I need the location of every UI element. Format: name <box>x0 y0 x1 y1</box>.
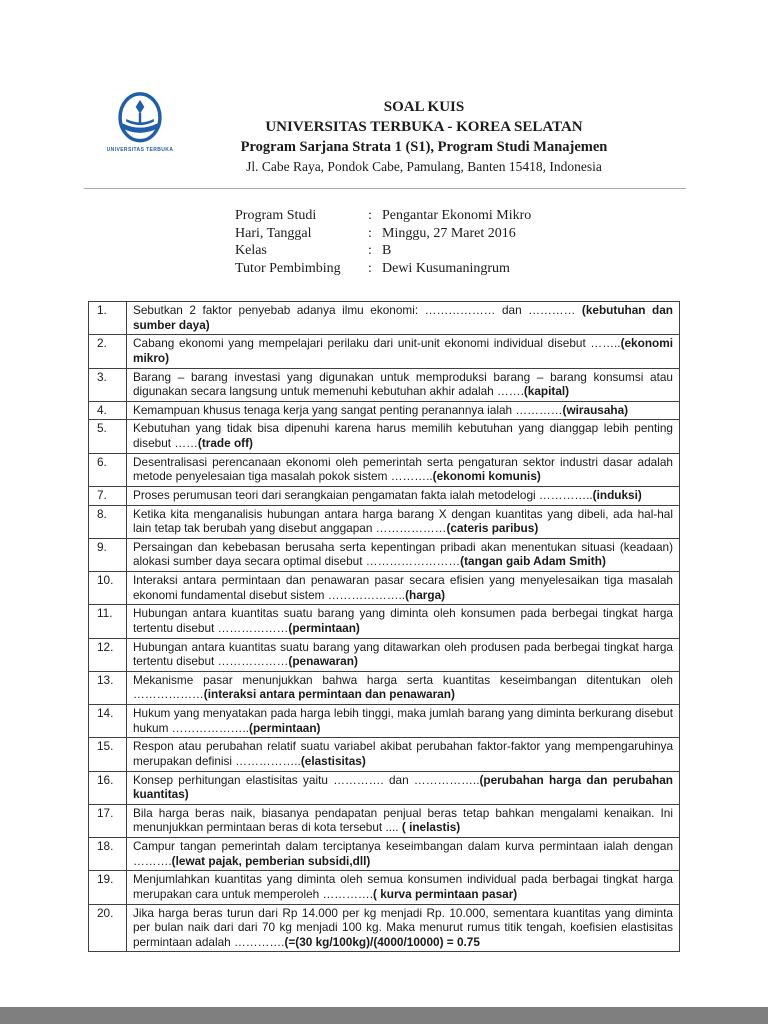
question-number: 14. <box>89 705 127 738</box>
header-divider <box>84 188 686 189</box>
university-name: UNIVERSITAS TERBUKA - KOREA SELATAN <box>265 119 583 135</box>
question-number: 9. <box>89 538 127 571</box>
question-text: Cabang ekonomi yang mempelajari perilaku dari unit-unit ekonomi individual disebut …….. <box>133 336 621 351</box>
universitas-terbuka-logo-icon <box>102 92 178 146</box>
question-number: 17. <box>89 804 127 837</box>
question-number: 15. <box>89 738 127 771</box>
question-answer: ( inelastis) <box>401 820 461 835</box>
question-row <box>89 572 680 605</box>
question-text: Interaksi antara permintaan dan penawaran pasar secara efisien yang menyelesaikan tiga masalah ekonomi fundamental disebut sistem ……………….. <box>133 573 673 602</box>
question-answer: (kapital) <box>523 384 570 399</box>
question-text: Konsep perhitungan elastisitas yaitu …………. dan …………….. <box>133 772 480 787</box>
question-answer: (trade off) <box>197 436 253 450</box>
question-text: Sebutkan 2 faktor penyebab adanya ilmu ekonomi: ……………… dan ………… <box>133 303 582 317</box>
question-text: Kemampuan khusus tenaga kerja yang sangat penting peranannya ialah ………… <box>133 402 563 417</box>
info-value: Pengantar Ekonomi Mikro <box>382 208 532 223</box>
question-number: 2. <box>89 335 127 368</box>
question-text: Menjumlahkan kuantitas yang diminta oleh semua konsumen individual pada berbagai tingkat harga merupakan cara untuk memperoleh …………. <box>133 872 673 901</box>
question-row <box>89 605 680 638</box>
info-row-program-studi <box>235 207 531 225</box>
question-text: Jika harga beras turun dari Rp 14.000 per kg menjadi Rp. 10.000, sementara kuantitas yang diminta per bulan naik dari dari 70 kg menjadi 100 kg. Maka menurut rumus titik tengah, koefisien elastisitas permintaan adalah …………. <box>133 905 673 949</box>
question-number: 10. <box>89 572 127 605</box>
question-answer: (lewat pajak, pemberian subsidi,dll) <box>171 853 371 868</box>
question-answer: (kebutuhan dan sumber daya) <box>133 303 673 332</box>
question-answer: (permintaan) <box>288 620 360 635</box>
question-text: Hubungan antara kuantitas suatu barang yang diminta oleh konsumen pada berbegai tingkat harga tertentu disebut ……………… <box>133 606 673 635</box>
question-row <box>89 486 680 505</box>
info-row-hari-tanggal <box>235 225 531 243</box>
question-answer: ( kurva permintaan pasar) <box>372 886 518 901</box>
question-text: Bila harga beras naik, biasanya pendapatan penjual beras tetap bahkan mengalami kenaikan. Ini menunjukkan permintaan beras di kota tersebut .... <box>133 805 673 835</box>
question-row <box>89 838 680 871</box>
question-text: Campur tangan pemerintah dalam terciptanya keseimbangan dalam kurva permintaan ialah dengan ………. <box>133 839 673 868</box>
document-header <box>168 97 680 176</box>
info-colon: : <box>368 208 372 223</box>
info-row-tutor <box>235 260 531 278</box>
doc-title: SOAL KUIS <box>383 99 465 115</box>
question-number: 11. <box>89 605 127 638</box>
address-line: Jl. Cabe Raya, Pondok Cabe, Pamulang, Banten 15418, Indonesia <box>246 159 602 174</box>
question-answer: (cateris paribus) <box>446 521 539 536</box>
question-text: Ketika kita menganalisis hubungan antara harga barang X dengan kuantitas yang dibeli, ada hal-hal lain tetap tak berubah yang disebut anggapan ……………… <box>133 506 673 536</box>
question-row <box>89 671 680 704</box>
question-text: Proses perumusan teori dari serangkaian pengamatan fakta ialah metodelogi ………….. <box>133 487 593 502</box>
question-row <box>89 401 680 420</box>
question-row <box>89 904 680 952</box>
question-answer: (ekonomi mikro) <box>133 336 673 365</box>
question-text: Persaingan dan kebebasan berusaha serta kepentingan pribadi akan menentukan situasi (keadaan) alokasi sumber daya secara optimal disebut …………………… <box>133 539 673 569</box>
question-number: 7. <box>89 486 127 505</box>
question-text: Barang – barang investasi yang digunakan untuk memproduksi barang – barang konsumsi atau digunakan secara langsung untuk memenuhi kebutuhan akhir adalah ……. <box>133 369 673 399</box>
question-text: Hubungan antara kuantitas suatu barang yang ditawarkan oleh produsen pada berbegai tingkat harga tertentu disebut ……………… <box>133 639 673 669</box>
question-answer: (harga) <box>405 587 446 602</box>
question-row <box>89 771 680 804</box>
info-value: B <box>382 243 392 258</box>
question-text: Kebutuhan yang tidak bisa dipenuhi karena harus memilih kebutuhan yang dianggap lebih penting disebut …… <box>133 421 673 450</box>
question-answer: (wirausaha) <box>562 402 629 417</box>
question-row <box>89 705 680 738</box>
info-label: Kelas <box>235 243 267 258</box>
question-number: 5. <box>89 420 127 453</box>
question-text: Respon atau perubahan relatif suatu variabel akibat perubahan faktor-faktor yang mempengaruhinya merupakan definisi …………….. <box>133 739 673 768</box>
question-answer: (permintaan) <box>249 720 321 735</box>
info-colon: : <box>368 243 372 258</box>
question-number: 18. <box>89 838 127 871</box>
program-line: Program Sarjana Strata 1 (S1), Program Studi Manajemen <box>240 139 608 155</box>
info-value: Minggu, 27 Maret 2016 <box>382 225 516 241</box>
question-row <box>89 738 680 771</box>
question-row <box>89 505 680 538</box>
question-answer: (induksi) <box>592 487 642 502</box>
question-answer: (elastisitas) <box>300 753 366 768</box>
question-number: 3. <box>89 368 127 401</box>
question-row <box>89 335 680 368</box>
question-row <box>89 638 680 671</box>
info-value: Dewi Kusumaningrum <box>382 260 510 276</box>
info-label: Hari, Tanggal <box>235 225 312 241</box>
question-answer: (tangan gaib Adam Smith) <box>460 554 606 569</box>
question-row <box>89 538 680 571</box>
course-info <box>235 207 531 277</box>
question-text: Desentralisasi perencanaan ekonomi oleh pemerintah serta pengaturan sektor industri dasar adalah metode penyelesaian tiga masalah pokok sistem ……….. <box>133 454 673 484</box>
logo-label: UNIVERSITAS TERBUKA <box>106 147 174 153</box>
info-colon: : <box>368 225 372 241</box>
university-logo <box>102 92 178 153</box>
question-text: Hukum yang menyatakan pada harga lebih tinggi, maka jumlah barang yang diminta berkurang disebut hukum ……………….. <box>133 706 673 735</box>
question-number: 19. <box>89 871 127 904</box>
info-label: Tutor Pembimbing <box>235 260 341 276</box>
quiz-table <box>88 301 680 952</box>
question-number: 1. <box>89 302 127 335</box>
question-number: 12. <box>89 638 127 671</box>
question-number: 16. <box>89 771 127 804</box>
question-row <box>89 453 680 486</box>
question-number: 20. <box>89 904 127 952</box>
question-answer: (ekonomi komunis) <box>432 469 541 484</box>
question-text: Mekanisme pasar menunjukkan bahwa harga serta kuantitas keseimbangan ditentukan oleh ……………… <box>133 672 673 702</box>
question-answer: (perubahan harga dan perubahan kuantitas) <box>133 772 673 802</box>
question-number: 6. <box>89 453 127 486</box>
info-label: Program Studi <box>235 208 317 223</box>
question-number: 8. <box>89 505 127 538</box>
question-answer: (penawaran) <box>288 654 358 669</box>
info-row-kelas <box>235 242 531 260</box>
question-number: 13. <box>89 671 127 704</box>
question-row <box>89 871 680 904</box>
question-answer: (=(30 kg/100kg)/(4000/10000) = 0.75 <box>284 934 480 949</box>
question-row <box>89 368 680 401</box>
question-row <box>89 302 680 335</box>
question-answer: (interaksi antara permintaan dan penawaran) <box>203 687 455 702</box>
question-row <box>89 804 680 837</box>
question-row <box>89 420 680 453</box>
viewer-background-strip <box>0 1007 768 1024</box>
info-colon: : <box>368 260 372 276</box>
question-number: 4. <box>89 401 127 420</box>
